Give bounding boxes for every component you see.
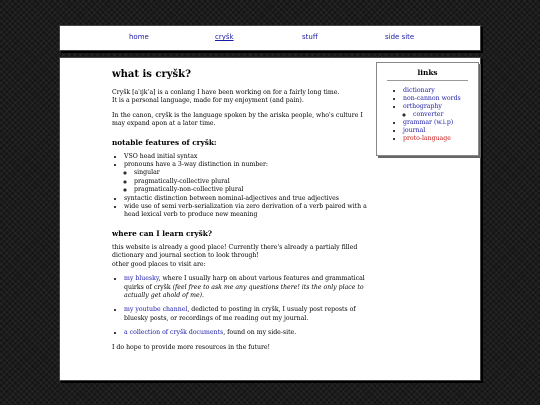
nav-home-link[interactable]: home [129, 33, 149, 41]
bluesky-link[interactable]: my bluesky [124, 275, 159, 283]
resource-item-youtube [124, 306, 377, 323]
bluesky-period: . [202, 291, 205, 299]
journal-link[interactable]: journal [403, 127, 426, 134]
links-title: links [387, 69, 468, 81]
links-item [403, 103, 478, 119]
closing-paragraph: I do hope to provide more resources in the future! [112, 343, 271, 351]
youtube-link[interactable]: my youtube channel [124, 306, 188, 314]
feature-item: • syntactic distinction between nominal-adjectives and true adjectives [124, 195, 377, 203]
feature-text: pronouns have a 3-way distinction in number: [124, 161, 269, 169]
links-list [377, 87, 478, 143]
feature-item: • VSO head initial syntax [124, 153, 377, 161]
canon-paragraph: In the canon, cryšk is the language spoken by the ariska people, who's culture I may expand apon at a later time. [112, 111, 363, 128]
documents-description: , found on my side-site. [223, 329, 297, 337]
number-item: ◦ pragmatically-non-collective plural [134, 186, 377, 194]
intro-paragraph [112, 89, 377, 106]
proto-language-link[interactable]: proto-language [403, 135, 451, 142]
non-cannon-words-link[interactable]: non-cannon words [403, 95, 461, 102]
intro-line-1: Cryšk [aˈɪjkʼa] is a conlang I have been working on for a fairly long time. [112, 89, 340, 96]
links-item [403, 127, 478, 135]
bluesky-note: (feel free to ask me any questions there! its the only place to actually get ahold of me) [124, 283, 364, 299]
number-item: ◦ pragmatically-collective plural [134, 178, 377, 186]
number-sublist [124, 169, 377, 194]
main-content [112, 69, 377, 358]
features-list [112, 153, 377, 220]
resources-list [112, 275, 377, 337]
links-box [376, 62, 479, 156]
learn-paragraph [112, 244, 377, 269]
grammar-link[interactable]: grammar (w.i.p) [403, 119, 454, 126]
main-panel [59, 57, 481, 381]
links-subitem [413, 111, 478, 119]
youtube-description: , dedicted to posting in cryšk, I usualy post reposts of bluesky posts, or recordings of me reading out my journal. [124, 306, 356, 322]
links-item [403, 119, 478, 127]
intro-line-2: It is a personal language, made for my enjoyment (and pain). [112, 97, 304, 105]
nav-stuff-link[interactable]: stuff [302, 33, 318, 41]
learn-heading: where can I learn cryšk? [112, 228, 213, 238]
nav-cryshk-link[interactable]: cryšk [215, 33, 234, 41]
links-item [403, 95, 478, 103]
links-item [403, 87, 478, 95]
documents-link[interactable]: a collection of cryšk documents [124, 329, 224, 337]
converter-link[interactable]: converter [413, 111, 444, 118]
resource-item-documents [124, 329, 377, 337]
resource-item-bluesky [124, 275, 377, 300]
orthography-sublist [403, 111, 478, 119]
feature-item: • wide use of semi verb-serialization via zero derivation of a verb paired with a head lexical verb to produce new meaning [124, 203, 377, 220]
dictionary-link[interactable]: dictionary [403, 87, 435, 94]
bluesky-description: , where I usually harp on about various features and grammatical quirks of cryšk [124, 275, 365, 291]
nav-side-site-link[interactable]: side site [385, 33, 415, 41]
page-title: what is cryšk? [112, 69, 191, 80]
learn-text-1: this website is already a good place! Currently there's already a partialy filled dictionary and journal section to look through! [112, 243, 358, 260]
number-item: ◦ singular [134, 169, 377, 177]
learn-text-2: other good places to visit are: [112, 260, 206, 268]
links-item [403, 135, 478, 143]
orthography-link[interactable]: orthography [403, 103, 442, 110]
feature-item [124, 161, 377, 195]
top-navbar [59, 25, 481, 51]
features-heading: notable features of cryšk: [112, 137, 217, 147]
